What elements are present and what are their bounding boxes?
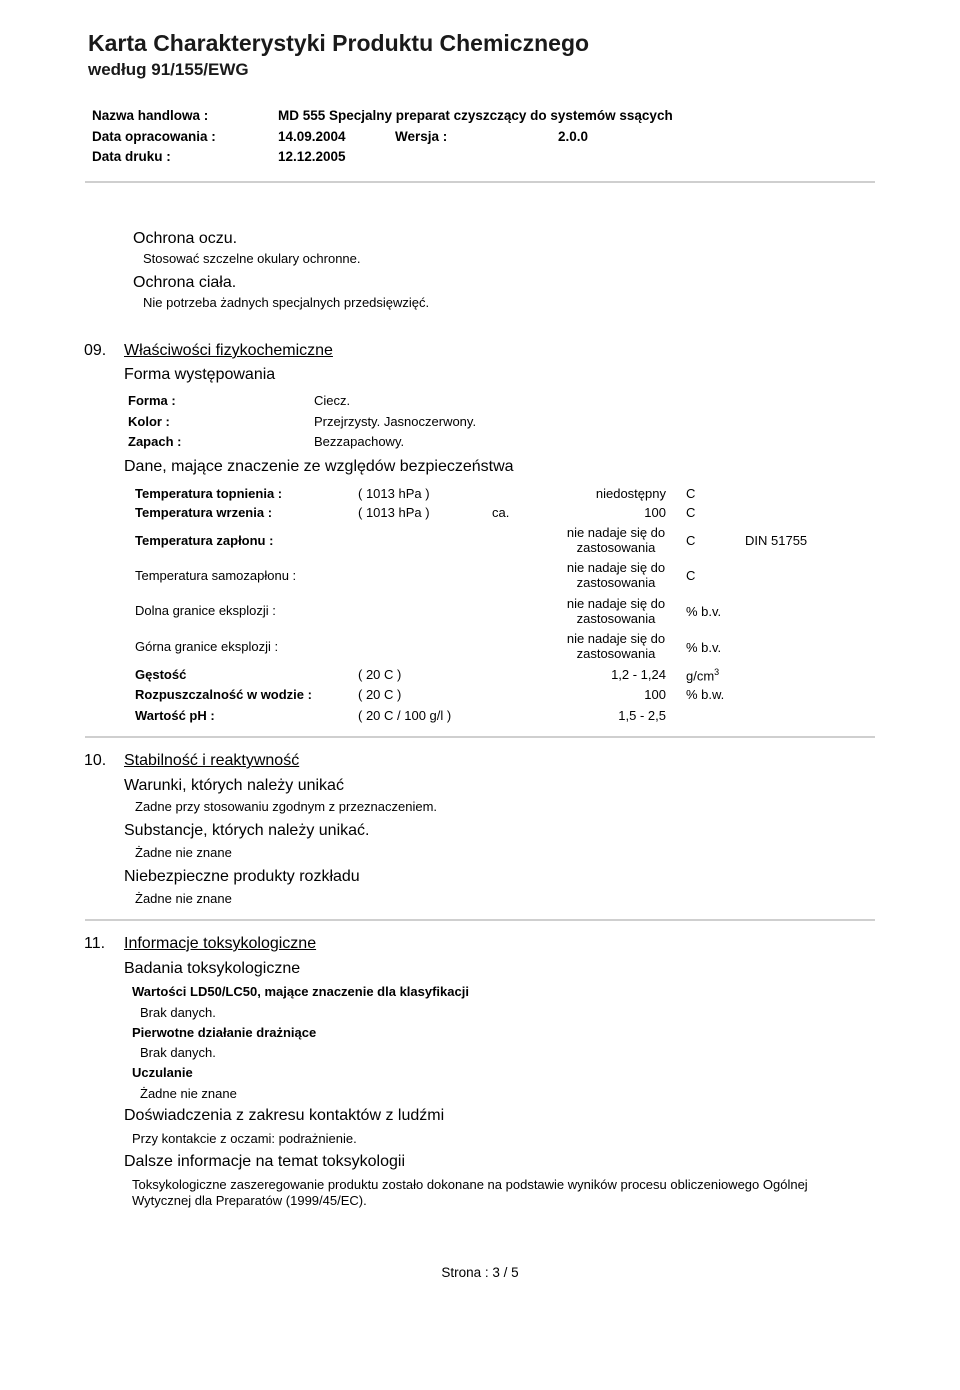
property-condition: ( 20 C / 100 g/l ) [358,708,452,723]
property-condition: ( 1013 hPa ) [358,486,430,501]
section-10-text-3: Żadne nie znane [135,891,232,906]
section-10-heading-1: Warunki, których należy unikać [124,777,344,794]
section-10-title: Stabilność i reaktywność [124,752,300,769]
property-unit: % b.v. [686,640,722,655]
version-label: Wersja : [395,129,448,144]
section-11-text-2: Przy kontakcie z oczami: podrażnienie. [132,1131,357,1146]
section-10-number: 10. [84,752,107,769]
property-condition: ( 20 C ) [358,687,402,702]
section-10-divider [85,919,875,921]
property-unit-base: g/cm [686,668,715,684]
property-unit: C [686,568,696,583]
section-11-subtext-3: Żadne nie znane [140,1086,237,1101]
form-value: Ciecz. [314,393,351,408]
property-unit: % b.v. [686,604,722,619]
section-11-number: 11. [84,935,106,952]
print-date-value: 12.12.2005 [278,149,346,164]
property-condition: ( 20 C ) [358,667,402,682]
odor-value: Bezzapachowy. [314,434,405,449]
property-label: Temperatura zapłonu : [135,533,274,548]
section-09-title: Właściwości fizykochemiczne [124,342,333,359]
property-unit: C [686,486,696,501]
property-method: DIN 51755 [745,533,808,548]
section-11-subtext-1: Brak danych. [140,1005,216,1020]
property-value: 100 [644,505,666,520]
property-unit: C [686,533,696,548]
section-11-text-3: Toksykologiczne zaszeregowanie produktu zostało dokonane na podstawie wyników procesu obliczeniowego Ogólnej Wytycznej dla Preparatów (1999/45/EC). [132,1177,808,1208]
section-11-heading-3: Dalsze informacje na temat toksykologii [124,1153,406,1170]
property-label: Temperatura samozapłonu : [135,568,297,583]
property-label: Temperatura wrzenia : [135,505,273,520]
section-10-heading-3: Niebezpieczne produkty rozkładu [124,868,360,885]
section-10-text-2: Żadne nie znane [135,845,232,860]
document-subtitle: według 91/155/EWG [88,60,249,79]
section-11-subheading-1: Wartości LD50/LC50, mające znaczenie dla klasyfikacji [132,984,469,999]
header-divider [85,181,875,183]
form-heading: Forma występowania [124,366,276,383]
trade-name-value: MD 555 Specjalny preparat czyszczący do systemów ssących [278,108,673,123]
property-label: Wartość pH : [135,708,215,723]
form-label: Forma : [128,393,176,408]
odor-label: Zapach : [128,434,182,449]
page-number: Strona : 3 / 5 [441,1265,519,1280]
version-value: 2.0.0 [558,129,589,144]
property-condition: ( 1013 hPa ) [358,505,430,520]
section-10-text-1: Zadne przy stosowaniu zgodnym z przeznaczeniem. [135,799,438,814]
property-prefix: ca. [492,505,510,520]
property-value: niedostępny [595,486,666,501]
body-protection-text: Nie potrzeba żadnych specjalnych przedsięwzięć. [143,295,430,310]
property-label: Rozpuszczalność w wodzie : [135,687,312,702]
section-09-number: 09. [84,342,107,359]
property-value: 100 [644,687,666,702]
property-label: Dolna granice eksplozji : [135,603,276,618]
print-date-label: Data druku : [92,149,171,164]
property-label: Gęstość [135,667,187,682]
section-11-subtext-2: Brak danych. [140,1045,216,1060]
property-label: Górna granice eksplozji : [135,639,279,654]
trade-name-label: Nazwa handlowa : [92,108,209,123]
section-10-heading-2: Substancje, których należy unikać. [124,822,370,839]
color-value: Przejrzysty. Jasnoczerwony. [314,414,477,429]
section-11-subheading-3: Uczulanie [132,1065,193,1080]
property-unit: C [686,505,696,520]
prep-date-value: 14.09.2004 [278,129,346,144]
property-value: 1,2 - 1,24 [611,667,666,682]
eye-protection-heading: Ochrona oczu. [133,230,238,247]
property-unit: % b.w. [686,687,725,702]
body-protection-heading: Ochrona ciała. [133,274,237,291]
prep-date-label: Data opracowania : [92,129,216,144]
property-value: 1,5 - 2,5 [618,708,666,723]
section-11-heading-2: Doświadczenia z zakresu kontaktów z ludźmi [124,1107,445,1124]
section-09-divider [85,736,875,738]
property-unit [686,667,719,683]
eye-protection-text: Stosować szczelne okulary ochronne. [143,251,361,266]
property-value: nie nadaje się do zastosowania [566,596,666,626]
property-unit-superscript: 3 [714,667,720,677]
section-11-title: Informacje toksykologiczne [124,935,317,952]
document-title: Karta Charakterystyki Produktu Chemicznego [88,30,590,56]
section-11-subheading-2: Pierwotne działanie drażniące [132,1025,317,1040]
color-label: Kolor : [128,414,170,429]
property-value: nie nadaje się do zastosowania [566,631,666,661]
property-value: nie nadaje się do zastosowania [566,525,666,555]
safety-heading: Dane, mające znaczenie ze względów bezpieczeństwa [124,458,514,475]
section-11-heading-1: Badania toksykologiczne [124,960,301,977]
property-label: Temperatura topnienia : [135,486,283,501]
property-value: nie nadaje się do zastosowania [566,560,666,590]
